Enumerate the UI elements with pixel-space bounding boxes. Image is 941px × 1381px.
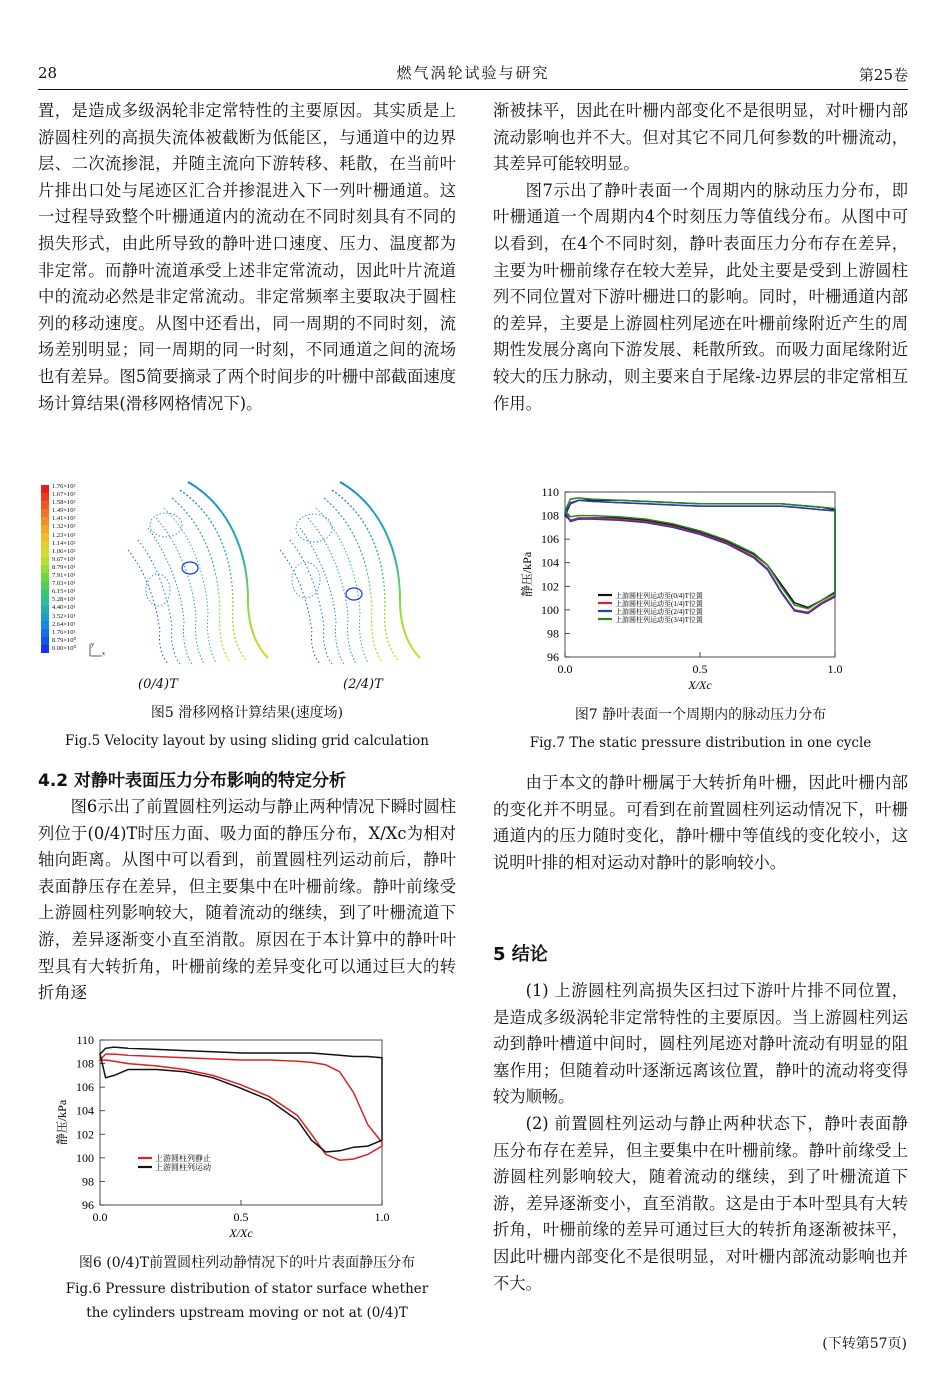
y-tick-label: 108	[541, 508, 559, 523]
x-tick-label: 0.0	[92, 1210, 108, 1224]
x-tick-label: 1.0	[374, 1210, 390, 1224]
axis-x-label: x	[102, 651, 105, 657]
y-tick-label: 96	[82, 1198, 94, 1212]
legend-value: 1.06×10²	[52, 547, 76, 555]
paragraph: 图7示出了静叶表面一个周期内的脉动压力分布，即叶栅通道一个周期内4个时刻压力等值线分布。从图中可以看到，在4个不同时刻，静叶表面压力分布存在差异，主要为叶栅前缘存在较大差异，此处主要是受到上游圆柱列不同位置对下游叶栅进口的影响。同时，叶栅通道内部的差异，主要是上游圆柱列尾迹在叶栅前缘附近产生的周期性发展分离向下游发展、耗散所致。而吸力面尾缘附近较大的压力脉动，则主要来自于尾缘-边界层的非定常相互作用。	[493, 180, 908, 413]
caption-en: Fig.5 Velocity layout by using sliding grid calculation	[65, 733, 429, 749]
section-heading: 4.2 对静叶表面压力分布影响的特定分析	[38, 771, 347, 791]
legend-value: 6.15×10¹	[52, 588, 76, 596]
volume-label: 第25卷	[858, 66, 908, 84]
caption-cn: 图5 滑移网格计算结果(速度场)	[150, 705, 344, 721]
legend-swatch	[41, 557, 49, 565]
color-legend-labels	[52, 483, 97, 653]
caption-cn: 图7 静叶表面一个周期内的脉动压力分布	[574, 707, 827, 723]
legend-swatch	[41, 637, 49, 645]
y-tick-label: 102	[541, 579, 559, 594]
y-axis-label: 静压/kPa	[520, 551, 534, 598]
legend-value: 1.49×10²	[52, 507, 76, 515]
color-legend	[41, 485, 49, 653]
legend-entry: 上游圆柱列静止	[155, 1154, 211, 1163]
conclusion-text	[493, 978, 908, 1297]
section-4-2-text	[38, 794, 456, 1007]
legend-swatch	[41, 485, 49, 493]
legend-swatch	[41, 605, 49, 613]
journal-name: 燃气涡轮试验与研究	[396, 64, 550, 82]
legend-swatch	[41, 565, 49, 573]
running-header	[38, 62, 908, 88]
legend-value: 3.52×10¹	[52, 612, 76, 620]
y-tick-label: 96	[547, 650, 559, 664]
paragraph: (1) 上游圆柱列高损失区扫过下游叶片排不同位置，是造成多级涡轮非定常特性的主要原因。当上游圆柱列运动到静叶槽道中间时，圆柱列尾迹对静叶流动有明显的阻塞作用；但随着动叶逐渐远离该位置，静叶的流动将变得较为顺畅。	[493, 981, 908, 1107]
legend-value: 4.40×10¹	[52, 604, 76, 612]
legend-swatch	[41, 645, 49, 653]
figure-6-chart	[38, 1030, 456, 1250]
legend-value: 5.28×10¹	[52, 596, 76, 604]
legend-value: 1.14×10²	[52, 539, 76, 547]
legend-value: 7.91×10¹	[52, 572, 76, 580]
x-tick-label: 1.0	[827, 662, 843, 676]
legend-value: 1.67×10²	[52, 491, 76, 499]
left-column-text	[38, 98, 456, 417]
figure-5-caption	[38, 702, 456, 752]
legend-value: 1.76×10²	[52, 483, 76, 490]
legend-swatch	[41, 533, 49, 541]
figure-7-caption	[493, 704, 908, 754]
legend-value: 8.79×10¹	[52, 563, 76, 571]
x-axis-label: X/Xc	[688, 678, 712, 692]
y-tick-label: 106	[76, 1080, 94, 1095]
y-tick-label: 100	[541, 602, 559, 617]
legend-swatch	[41, 493, 49, 501]
legend-value: 1.41×10²	[52, 515, 76, 523]
legend-swatch	[41, 525, 49, 533]
y-tick-label: 108	[76, 1056, 94, 1071]
axis-triad-icon	[86, 640, 106, 660]
x-tick-label: 0.5	[692, 662, 708, 676]
legend-value: 1.23×10²	[52, 531, 76, 539]
paragraph: (2) 前置圆柱列运动与静止两种状态下，静叶表面静压分布存在差异，但主要集中在叶栅前缘。静叶前缘受上游圆柱列影响较大，随着流动的继续，到了叶栅流道下游，差异逐渐变小，直至消散。这是由于本叶型具有大转折角，叶栅前缘的差异可通过巨大的转折角逐渐被抹平，因此叶栅内部变化不是很明显，对叶栅内部流动影响也并不大。	[493, 1113, 908, 1293]
y-tick-label: 110	[541, 485, 559, 499]
legend-swatch	[41, 629, 49, 637]
x-tick-label: 0.5	[233, 1210, 249, 1224]
series-line	[100, 1047, 382, 1152]
x-axis-label: X/Xc	[229, 1226, 253, 1240]
paragraph: 置，是造成多级涡轮非定常特性的主要原因。其实质是上游圆柱列的高损失流体被截断为低能区，与通道中的边界层、二次流掺混，并随主流向下游转移、耗散，在当前叶片排出口处与尾迹区汇合并掺混进入下一列叶栅通道。这一过程导致整个叶栅通道内的流动在不同时刻具有不同的损失形式，由此所导致的静叶进口速度、压力、温度都为非定常。而静叶流道承受上述非定常流动，因此叶片流道中的流动必然是非定常流动。非定常频率主要取决于圆柱列的移动速度。从图中还看出，同一周期的不同时刻，流场差别明显；同一周期的同一时刻，不同通道之间的流场也有差异。图5简要摘录了两个时间步的叶栅中部截面速度场计算结果(滑移网格情况下)。	[38, 101, 456, 413]
legend-swatch	[41, 573, 49, 581]
header-rule	[38, 89, 908, 90]
continued-note: (下转第57页)	[822, 1336, 907, 1352]
figure-7-chart	[493, 478, 908, 698]
legend-swatch	[41, 621, 49, 629]
caption-en: Fig.7 The static pressure distribution in one cycle	[529, 735, 872, 751]
paragraph: 图6示出了前置圆柱列运动与静止两种情况下瞬时圆柱列位于(0/4)T时压力面、吸力面的静压分布，X/Xc为相对轴向距离。从图中可以看到，前置圆柱列运动前后，静叶表面静压存在差异，但主要集中在叶栅前缘。静叶前缘受上游圆柱列影响较大，随着流动的继续，到了叶栅流道下游，差异逐渐变小直至消散。原因在于本计算中的静叶叶型具有大转折角，叶栅前缘的差异变化可以通过巨大的转折角逐	[38, 797, 456, 1003]
legend-entry: 上游圆柱列运动至(1/4)T位置	[615, 600, 703, 608]
y-tick-label: 104	[541, 555, 559, 570]
velocity-field-left	[118, 480, 288, 665]
subfigure-label-right: (2/4)T	[343, 677, 383, 692]
legend-swatch	[41, 541, 49, 549]
subfigure-label-left: (0/4)T	[138, 677, 178, 692]
y-tick-label: 98	[547, 626, 559, 641]
legend-value: 0.00×10⁰	[52, 644, 77, 652]
legend-swatch	[41, 501, 49, 509]
legend-swatch	[41, 613, 49, 621]
y-tick-label: 100	[76, 1150, 94, 1165]
legend-swatch	[41, 589, 49, 597]
legend-value: 8.79×10⁰	[52, 636, 77, 644]
legend-value: 1.58×10²	[52, 499, 76, 507]
legend-swatch	[41, 509, 49, 517]
page-number: 28	[38, 64, 58, 82]
y-tick-label: 98	[82, 1174, 94, 1189]
y-tick-label: 102	[76, 1127, 94, 1142]
y-axis-label: 静压/kPa	[55, 1099, 69, 1146]
paragraph: 渐被抹平，因此在叶栅内部变化不是很明显，对叶栅内部流动影响也并不大。但对其它不同几何参数的叶栅流动，其差异可能较明显。	[493, 101, 908, 174]
right-column-text	[493, 98, 908, 417]
legend-entry: 上游圆柱列运动至(2/4)T位置	[615, 608, 703, 616]
caption-cn: 图6 (0/4)T前置圆柱列动静情况下的叶片表面静压分布	[78, 1255, 416, 1271]
figure-6-caption	[38, 1252, 456, 1324]
right-column-mid-text	[493, 770, 908, 876]
y-tick-label: 110	[76, 1033, 94, 1047]
y-tick-label: 106	[541, 532, 559, 547]
x-tick-label: 0.0	[557, 662, 573, 676]
legend-value: 2.64×10¹	[52, 620, 76, 628]
legend-entry: 上游圆柱列运动至(0/4)T位置	[615, 592, 703, 600]
y-tick-label: 104	[76, 1103, 94, 1118]
legend-entry: 上游圆柱列运动	[155, 1163, 211, 1172]
section-heading: 5 结论	[493, 944, 548, 965]
legend-swatch	[41, 517, 49, 525]
legend-entry: 上游圆柱列运动至(3/4)T位置	[615, 616, 703, 624]
legend-swatch	[41, 597, 49, 605]
legend-value: 1.76×10¹	[52, 628, 76, 636]
legend-value: 9.67×10¹	[52, 555, 76, 563]
legend-swatch	[41, 581, 49, 589]
legend-value: 1.32×10²	[52, 523, 76, 531]
axis-y-label: y	[91, 642, 94, 648]
legend-value: 7.03×10¹	[52, 580, 76, 588]
caption-en: the cylinders upstream moving or not at (0/4)T	[86, 1305, 408, 1321]
caption-en: Fig.6 Pressure distribution of stator surface whether	[65, 1281, 429, 1297]
velocity-field-right	[268, 480, 443, 665]
paragraph: 由于本文的静叶栅属于大转折角叶栅，因此叶栅内部的变化并不明显。可看到在前置圆柱列运动情况下，叶栅通道内的压力随时变化，静叶栅中等值线的变化较小，这说明叶排的相对运动对静叶的影响较小。	[493, 773, 908, 872]
legend-swatch	[41, 549, 49, 557]
